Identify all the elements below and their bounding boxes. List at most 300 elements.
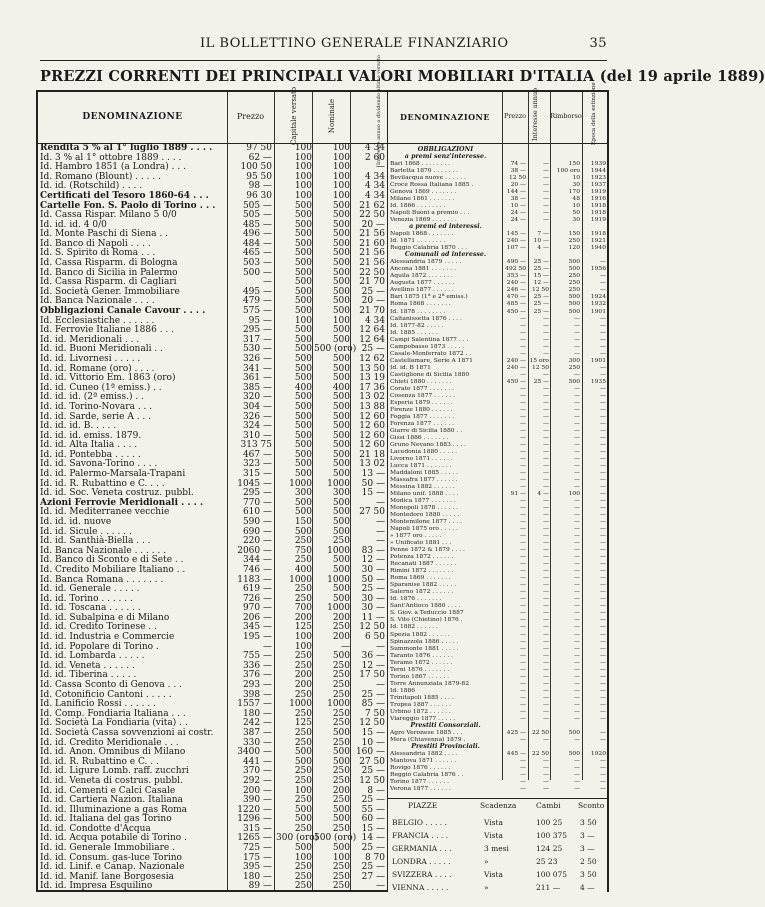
row-price: 20 —	[510, 181, 526, 189]
exchange-term: Vista	[484, 818, 504, 827]
row-interest: 15 oro	[529, 356, 549, 364]
row-name: Id. id. Generale . . . . .	[40, 584, 140, 595]
row-price: 292 —	[242, 775, 272, 786]
table-row	[388, 680, 607, 687]
row-price: 619 —	[242, 584, 272, 595]
table-row	[388, 181, 607, 188]
row-nominal: 1000	[327, 574, 350, 585]
row-price: 206 —	[242, 612, 272, 623]
row-capital: 500	[294, 401, 312, 412]
row-interest: —	[543, 588, 549, 596]
row-name: Urbino 1872 . . . . . .	[390, 707, 451, 715]
row-redemption: 500	[568, 293, 580, 301]
row-nominal: 500	[332, 814, 350, 825]
row-price: —	[520, 391, 526, 399]
row-interest: —	[543, 777, 549, 785]
row-name: Id. 1876 . . . . . . .	[390, 595, 442, 603]
row-redemption: 48	[572, 195, 580, 203]
exchange-row	[388, 869, 607, 880]
row-price: —	[520, 433, 526, 441]
row-interest: —	[543, 483, 549, 491]
row-name: Reggio Calabria 1876 . .	[390, 770, 464, 778]
row-interest: 13 02	[359, 392, 385, 403]
row-interest: 27 50	[359, 507, 385, 518]
row-maturity: 1901	[590, 356, 606, 364]
row-maturity: —	[600, 770, 606, 778]
table-row	[388, 736, 607, 743]
row-capital: 200	[294, 670, 312, 681]
table-row	[388, 209, 607, 216]
table-row	[388, 216, 607, 223]
row-price: 240 —	[506, 363, 526, 371]
row-price: —	[520, 370, 526, 378]
row-capital: 100	[294, 632, 312, 643]
row-redemption: —	[574, 784, 580, 792]
row-nominal: 500	[332, 497, 350, 508]
row-maturity: —	[600, 637, 606, 645]
row-price: —	[520, 700, 526, 708]
row-maturity: 1916	[590, 195, 606, 203]
row-price: 503 —	[242, 258, 272, 269]
row-price: 96 30	[246, 190, 272, 201]
table-row	[388, 300, 607, 307]
row-price: 492 50	[505, 265, 526, 273]
row-name: Id. id. Torino . . . . . .	[40, 593, 133, 604]
table-row	[388, 567, 607, 574]
row-capital: 250	[294, 536, 312, 547]
row-name: Castiglione di Sicilia 1880	[390, 370, 470, 378]
row-maturity: —	[600, 735, 606, 743]
row-interest: —	[543, 314, 549, 322]
row-name: Id. id. Manif. lane Borgosesia	[40, 871, 174, 882]
exchange-place: LONDRA . . . . .	[392, 857, 451, 866]
row-interest: —	[543, 321, 549, 329]
row-interest: —	[543, 433, 549, 441]
row-nominal: 500	[332, 229, 350, 240]
row-maturity: —	[600, 461, 606, 469]
row-name: Id. 1877-82 . . . . .	[390, 321, 444, 329]
row-interest: —	[543, 623, 549, 631]
row-maturity: —	[600, 279, 606, 287]
row-redemption: —	[574, 763, 580, 771]
row-nominal: 250	[332, 536, 350, 547]
row-name: Id. Banca Nazionale . . . .	[40, 296, 155, 307]
row-price: 746 —	[242, 564, 272, 575]
row-nominal: 250	[332, 775, 350, 786]
row-interest: —	[543, 476, 549, 484]
row-redemption: —	[574, 560, 580, 568]
row-capital: 500	[294, 363, 312, 374]
row-interest: —	[376, 641, 385, 652]
row-name: Id. Lanificio Rossi . . . . . .	[40, 699, 156, 710]
row-name: Terni 1876 . . . . . . .	[390, 665, 450, 673]
row-price: 295 —	[242, 488, 272, 499]
row-name: Id. id. Impresa Esquilino	[40, 881, 153, 892]
row-price: 323 —	[242, 459, 272, 470]
row-price: —	[520, 665, 526, 673]
row-price: 485 —	[506, 300, 526, 308]
table-row	[388, 286, 607, 293]
row-maturity: —	[600, 707, 606, 715]
table-row	[388, 427, 607, 434]
row-price: 95 50	[246, 171, 272, 182]
row-redemption: —	[574, 461, 580, 469]
row-interest: —	[543, 160, 549, 168]
row-name: Sant'Antioco 1880 . . . .	[390, 602, 461, 610]
row-interest: 21 56	[359, 258, 385, 269]
row-name: Sparanise 1882 . . . . .	[390, 581, 457, 589]
row-price: —	[520, 630, 526, 638]
row-maturity: —	[600, 363, 606, 371]
row-interest: 50 —	[361, 478, 385, 489]
row-maturity: —	[600, 272, 606, 280]
row-capital: 250	[294, 651, 312, 662]
row-interest: —	[543, 560, 549, 568]
row-interest: —	[543, 784, 549, 792]
row-capital: 500	[294, 756, 312, 767]
row-interest: 21 70	[359, 277, 385, 288]
row-capital: 250	[294, 775, 312, 786]
left-col-capitale: Capitale versato	[290, 86, 298, 146]
row-price: —	[520, 616, 526, 624]
left-col-denominazione: DENOMINAZIONE	[82, 112, 183, 122]
row-price: 395 —	[242, 862, 272, 873]
row-name: Id. id. R. Rubattino e C. . . .	[40, 478, 165, 489]
exchange-table	[388, 798, 607, 907]
row-nominal: 500	[332, 401, 350, 412]
exchange-place: GERMANIA . . .	[392, 844, 452, 853]
row-capital: 250	[294, 727, 312, 738]
row-name: Napoli 1875 oro . . . . .	[390, 525, 458, 533]
row-redemption: —	[574, 511, 580, 519]
row-name: Id. id. id. emiss. 1879.	[40, 430, 142, 441]
right-col-prezzo: Prezzo	[503, 112, 527, 120]
row-capital: 700	[294, 603, 312, 614]
row-price: —	[520, 553, 526, 561]
row-redemption: —	[574, 370, 580, 378]
row-redemption: —	[574, 553, 580, 561]
row-capital: 200	[294, 612, 312, 623]
row-interest: 25 —	[533, 258, 549, 266]
row-name: Id. 1885 . . . . . .	[390, 328, 438, 336]
row-nominal: 500	[332, 411, 350, 422]
row-name: Torino 1877 . . . . . .	[390, 777, 450, 785]
row-interest: 8 —	[367, 785, 385, 796]
row-price: —	[520, 770, 526, 778]
row-interest: —	[543, 461, 549, 469]
row-interest: —	[543, 602, 549, 610]
row-price: 467 —	[242, 449, 272, 460]
row-interest: —	[543, 532, 549, 540]
row-price: —	[520, 602, 526, 610]
row-name: Cartelle Fon. S. Paolo di Torino . . .	[40, 200, 216, 211]
row-name: Bevilacqua nuove . . . . . .	[390, 174, 466, 182]
row-name: Mera (Chiavenna) 1879 .	[390, 735, 466, 743]
row-name: Id. id. Livornesi . . . . .	[40, 353, 141, 364]
row-interest: —	[543, 504, 549, 512]
row-name: Campobasso 1873 . . . . .	[390, 342, 465, 350]
row-name: Salerno 1872 . . . . . .	[390, 588, 454, 596]
row-redemption: —	[574, 623, 580, 631]
row-redemption: 250	[568, 363, 580, 371]
exchange-place: BELGIO . . . . .	[392, 818, 447, 827]
row-capital: 500	[294, 411, 312, 422]
row-maturity: 1901	[590, 307, 606, 315]
row-name: Id. id. Acqua potabile di Torino .	[40, 833, 187, 844]
table-row	[388, 785, 607, 792]
row-price: 97 50	[246, 143, 272, 153]
exchange-row	[388, 817, 607, 828]
row-capital: 500	[294, 325, 312, 336]
row-price: 320 —	[242, 392, 272, 403]
row-price: —	[520, 595, 526, 603]
row-interest: —	[543, 335, 549, 343]
row-interest: 25 —	[361, 689, 385, 700]
row-nominal: 500	[332, 306, 350, 317]
row-interest: —	[543, 770, 549, 778]
row-price: —	[520, 469, 526, 476]
row-name: Id. Cassa Risparm. di Cagliari	[40, 277, 177, 288]
row-price: 100 50	[240, 162, 272, 173]
table-row	[388, 483, 607, 490]
row-name: Croce Rossa Italiana 1885 .	[390, 181, 474, 189]
fx-col-cambi: Cambi	[536, 801, 561, 810]
row-interest: 13 02	[359, 459, 385, 470]
row-price: 970 —	[242, 603, 272, 614]
row-maturity: 1932	[590, 300, 606, 308]
row-price: —	[520, 560, 526, 568]
row-interest: —	[376, 536, 385, 547]
header-rule	[40, 60, 607, 61]
row-redemption: —	[574, 476, 580, 484]
row-maturity: —	[600, 784, 606, 792]
row-interest: 7 50	[364, 708, 385, 719]
row-interest: 13 50	[359, 363, 385, 374]
row-interest: —	[376, 517, 385, 527]
row-interest: 22 50	[531, 728, 549, 736]
table-row	[388, 160, 607, 167]
exchange-term: Vista	[484, 831, 504, 840]
row-price: 575 —	[242, 306, 272, 317]
exchange-row	[388, 882, 607, 893]
table-row	[388, 771, 607, 778]
row-nominal: 250	[332, 881, 350, 892]
row-price: 107 —	[506, 244, 526, 252]
row-maturity: —	[600, 630, 606, 638]
row-interest: —	[543, 581, 549, 589]
row-capital: 500	[294, 238, 312, 249]
table-row	[388, 343, 607, 350]
row-capital: 500	[294, 200, 312, 211]
row-maturity: —	[600, 328, 606, 336]
row-nominal: 250	[332, 823, 350, 834]
row-name: Id. id. Soc. Veneta costruz. pubbl.	[40, 488, 194, 499]
row-name: Id. id. Tiberina . . . . .	[40, 670, 137, 681]
table-row	[388, 638, 607, 645]
row-name: Venezia 1869 . . . . . . .	[390, 216, 457, 224]
row-interest: 12 50	[359, 775, 385, 786]
row-interest: 25 —	[533, 293, 549, 301]
row-name: Id. id. Cartiera Nazion. Italiana	[40, 795, 183, 806]
exchange-discount: 4 —	[580, 883, 595, 892]
row-capital: 500	[294, 296, 312, 307]
row-capital: 100	[294, 315, 312, 326]
row-price: —	[520, 644, 526, 652]
row-price: 1265 —	[237, 833, 272, 844]
row-price: 304 —	[242, 401, 272, 412]
row-name: Id. id. Linif. e Canap. Nazionale	[40, 862, 185, 873]
row-nominal: 100	[332, 143, 350, 153]
row-name: Casale-Monferrato 1872 . .	[390, 349, 472, 357]
row-name: Napoli 1868 . . . . . . .	[390, 230, 454, 238]
row-name: Spinazzola 1886 . . . . .	[390, 637, 459, 645]
row-maturity: —	[600, 433, 606, 441]
row-interest: —	[543, 419, 549, 427]
row-capital: 500	[294, 421, 312, 432]
row-name: Certificati del Tesoro 1860-64 . . .	[40, 190, 209, 201]
row-capital: 300	[294, 488, 312, 499]
row-name: Id. 1866 . . . . . . . .	[390, 202, 446, 210]
row-interest: —	[543, 518, 549, 526]
row-interest: —	[543, 412, 549, 420]
row-interest: —	[543, 454, 549, 462]
row-interest: 12 62	[359, 353, 385, 364]
row-nominal: 250	[332, 737, 350, 748]
row-price: 175 —	[242, 852, 272, 863]
row-interest: —	[543, 567, 549, 575]
row-name: Id. id. Buoni Meridionali . .	[40, 344, 163, 355]
table-row	[388, 413, 607, 420]
row-name: Messina 1882 . . . . . .	[390, 483, 455, 491]
row-price: 361 —	[242, 373, 272, 384]
row-interest: 4 —	[537, 244, 549, 252]
row-price: —	[520, 735, 526, 743]
row-price: —	[520, 546, 526, 554]
row-interest: —	[543, 384, 549, 392]
row-capital: 500	[294, 392, 312, 403]
row-nominal: 250	[332, 680, 350, 691]
row-price: —	[520, 763, 526, 771]
row-redemption: —	[574, 700, 580, 708]
row-redemption: 150	[568, 160, 580, 168]
table-row	[388, 701, 607, 708]
table-row	[388, 708, 607, 715]
row-name: Id. id. Mediterranee vecchie	[40, 507, 170, 518]
row-price: 490 —	[506, 258, 526, 266]
row-price: —	[520, 532, 526, 540]
row-maturity: —	[600, 504, 606, 512]
exchange-place: SVIZZERA . . . .	[392, 870, 452, 879]
row-price: —	[520, 707, 526, 715]
table-row	[388, 420, 607, 427]
row-nominal: 500	[332, 373, 350, 384]
row-name: Lacedonia 1880 . . . . .	[390, 447, 458, 455]
row-name: Chieti 1880 . . . . . . .	[390, 377, 452, 385]
table-row	[388, 539, 607, 546]
row-name: Esperia 1879 . . . . . .	[390, 398, 453, 406]
row-price: —	[263, 277, 272, 288]
row-name: Torre Annunziata 1879-82	[390, 679, 469, 687]
row-maturity: —	[600, 728, 606, 736]
row-maturity: —	[600, 763, 606, 771]
row-nominal: 500	[332, 258, 350, 269]
row-interest: 17 36	[359, 382, 385, 393]
row-price: 450 —	[506, 377, 526, 385]
row-maturity: —	[600, 532, 606, 540]
row-interest: 22 50	[531, 749, 549, 757]
row-interest: 12 60	[359, 421, 385, 432]
row-nominal: 500	[332, 334, 350, 345]
row-price: —	[263, 641, 272, 652]
row-capital: 500	[294, 804, 312, 815]
left-col-prezzo: Prezzo	[236, 112, 265, 121]
row-name: Id. Società Gener. Immobiliare	[40, 286, 180, 297]
row-name: Corato 1877 . . . . . . .	[390, 384, 455, 392]
row-nominal: 500	[332, 843, 350, 854]
row-name: Id. id. Industria e Commercie	[40, 632, 175, 643]
row-nominal: 250	[332, 766, 350, 777]
left-col-interesse: Interesse annuo o dividendo ultimo versato	[376, 55, 382, 165]
row-price: 62 —	[248, 152, 272, 163]
row-price: 240 —	[506, 356, 526, 364]
row-price: 441 —	[242, 756, 272, 767]
table-row	[388, 174, 607, 181]
row-nominal: 250	[332, 670, 350, 681]
row-interest: 13 19	[359, 373, 385, 384]
row-name: Id. Comp. Fondiaria Italiana . . .	[40, 708, 186, 719]
row-price: —	[520, 637, 526, 645]
row-name: Id. id. Lombarda . . . . .	[40, 651, 145, 662]
row-nominal: 200	[332, 612, 350, 623]
row-price: —	[520, 525, 526, 533]
section-heading: Comunali ad interesse.	[404, 251, 487, 259]
row-redemption: 10	[572, 174, 580, 182]
row-redemption: 500	[568, 265, 580, 273]
row-capital: 500	[294, 747, 312, 758]
row-name: Id. id. Italiana del gas Torino	[40, 814, 172, 825]
row-interest: —	[543, 539, 549, 547]
table-row	[388, 364, 607, 371]
row-nominal: 500	[332, 267, 350, 278]
row-name: Reggio Calabria 1870 . . .	[390, 244, 468, 252]
row-price: 89 —	[248, 881, 272, 892]
row-nominal: 1000	[327, 603, 350, 614]
row-interest: 7 —	[537, 230, 549, 238]
table-row	[388, 279, 607, 286]
row-price: —	[520, 440, 526, 448]
row-interest: —	[543, 707, 549, 715]
row-redemption: 10	[572, 202, 580, 210]
table-row	[388, 652, 607, 659]
row-nominal: 500	[332, 248, 350, 259]
row-price: —	[520, 679, 526, 687]
row-capital: 250	[294, 555, 312, 566]
row-name: Maddaloni 1885 . . . . .	[390, 469, 459, 476]
row-maturity: —	[600, 609, 606, 617]
row-capital: 125	[294, 718, 312, 729]
exchange-discount: 2 50	[580, 857, 597, 866]
row-price: 38 —	[510, 195, 526, 203]
row-nominal: 250	[332, 708, 350, 719]
row-nominal: 250	[332, 795, 350, 806]
row-name: Roma 1868 . . . . . . .	[390, 300, 451, 308]
row-name: Id. id. Pontebba . . . . .	[40, 449, 141, 460]
table-row	[388, 441, 607, 448]
table-row	[388, 546, 607, 553]
row-price: 144 —	[506, 188, 526, 196]
row-interest: —	[543, 174, 549, 182]
row-capital: 250	[294, 862, 312, 873]
